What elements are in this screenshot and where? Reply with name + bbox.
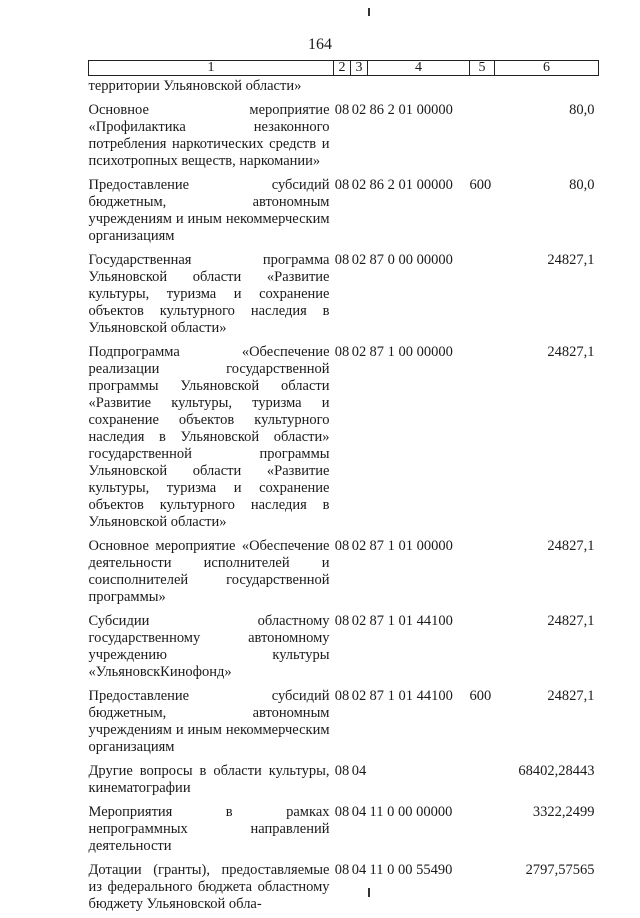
row-name: Мероприятия в рамках непрограммных направлений деятельности (88, 804, 330, 854)
row-name: Государственная программа Ульяновской области «Развитие культуры, туризма и сохранение объектов культурного наследия в Ульяновской области» (88, 252, 330, 336)
row-target-article: 87 1 01 44100 (369, 688, 453, 704)
row-subsection: 02 (351, 688, 367, 704)
row-name: Основное мероприятие «Профилактика незаконного потребления наркотических средств и психотропных веществ, наркомании» (88, 102, 330, 169)
row-section: 08 (334, 763, 350, 779)
row-subsection: 04 (351, 862, 367, 878)
row-subsection: 02 (351, 344, 367, 360)
row-section: 08 (334, 177, 350, 193)
col-header-3: 3 (351, 61, 368, 76)
row-amount: 2797,57565 (525, 862, 595, 878)
row-subsection: 04 (351, 804, 367, 820)
row-section: 08 (334, 252, 350, 268)
col-header-5: 5 (470, 61, 495, 76)
row-subsection: 02 (351, 538, 367, 554)
row-name: Другие вопросы в области культуры, кинематографии (88, 763, 330, 796)
row-amount: 80,0 (569, 102, 595, 118)
table-row (89, 100, 599, 175)
row-expense-type (470, 342, 495, 536)
row-section: 08 (334, 804, 350, 820)
row-target-article: 87 1 01 44100 (369, 613, 453, 629)
table-row (89, 175, 599, 250)
row-amount: 24827,1 (547, 252, 595, 268)
row-section: 08 (334, 102, 350, 118)
budget-table (88, 60, 599, 918)
binding-mark-bottom (368, 888, 370, 897)
row-section (334, 76, 351, 101)
row-expense-type (470, 76, 495, 101)
table-row (89, 76, 599, 101)
row-name: Предоставление субсидий бюджетным, автономным учреждениям и иным некоммерческим организациям (88, 177, 330, 244)
row-amount: 24827,1 (547, 538, 595, 554)
row-expense-type (470, 536, 495, 611)
row-name: Предоставление субсидий бюджетным, автономным учреждениям и иным некоммерческим организациям (88, 688, 330, 755)
table-row (89, 342, 599, 536)
row-expense-type (470, 860, 495, 918)
row-target-article (368, 76, 470, 101)
table-row (89, 536, 599, 611)
row-expense-type (470, 250, 495, 342)
row-subsection: 02 (351, 252, 367, 268)
row-name: Подпрограмма «Обеспечение реализации государственной программы Ульяновской области «Развитие культуры, туризма и сохранение объектов культурного наследия в Ульяновской области» государственной программы Ульяновской области «Развитие культуры, туризма и сохранение объектов культурного наследия в Ульяновской области» (88, 344, 330, 530)
row-subsection: 02 (351, 102, 367, 118)
row-expense-type (470, 802, 495, 860)
row-amount: 3322,2499 (532, 804, 595, 820)
row-target-article: 86 2 01 00000 (369, 102, 453, 118)
col-header-6: 6 (495, 61, 599, 76)
row-target-article (368, 761, 470, 802)
row-subsection: 02 (351, 613, 367, 629)
binding-mark-top (368, 8, 370, 16)
row-amount: 68402,28443 (518, 763, 595, 779)
row-amount: 24827,1 (547, 688, 595, 704)
row-section: 08 (334, 688, 350, 704)
row-target-article: 86 2 01 00000 (369, 177, 453, 193)
header-row (89, 61, 599, 76)
row-name: территории Ульяновской области» (88, 78, 302, 94)
row-target-article: 87 1 01 00000 (369, 538, 453, 554)
row-target-article: 87 1 00 00000 (369, 344, 453, 360)
table-row (89, 686, 599, 761)
row-amount (495, 76, 599, 101)
row-subsection (351, 76, 368, 101)
row-expense-type (470, 611, 495, 686)
row-section: 08 (334, 344, 350, 360)
row-section: 08 (334, 862, 350, 878)
row-name: Дотации (гранты), предоставляемые из федерального бюджета областному бюджету Ульяновской обла- (88, 862, 330, 912)
row-target-article: 87 0 00 00000 (369, 252, 453, 268)
row-target-article: 11 0 00 55490 (369, 862, 453, 878)
table-row (89, 860, 599, 918)
row-section: 08 (334, 613, 350, 629)
row-target-article: 11 0 00 00000 (369, 804, 453, 820)
row-expense-type: 600 (469, 688, 492, 704)
table-row (89, 761, 599, 802)
row-amount: 80,0 (569, 177, 595, 193)
row-subsection: 02 (351, 177, 367, 193)
row-name: Основное мероприятие «Обеспечение деятельности исполнителей и соисполнителей государственной программы» (88, 538, 330, 605)
table-row (89, 611, 599, 686)
row-amount: 24827,1 (547, 613, 595, 629)
row-section: 08 (334, 538, 350, 554)
row-expense-type: 600 (469, 177, 492, 193)
col-header-4: 4 (368, 61, 470, 76)
row-name: Субсидии областному государственному автономному учреждению культуры «УльяновскКинофонд» (88, 613, 330, 680)
col-header-2: 2 (334, 61, 351, 76)
row-expense-type (470, 761, 495, 802)
table-row (89, 802, 599, 860)
page-number: 164 (308, 36, 332, 53)
table-row (89, 250, 599, 342)
row-expense-type (470, 100, 495, 175)
row-amount: 24827,1 (547, 344, 595, 360)
col-header-1: 1 (89, 61, 334, 76)
row-subsection: 04 (351, 763, 367, 779)
